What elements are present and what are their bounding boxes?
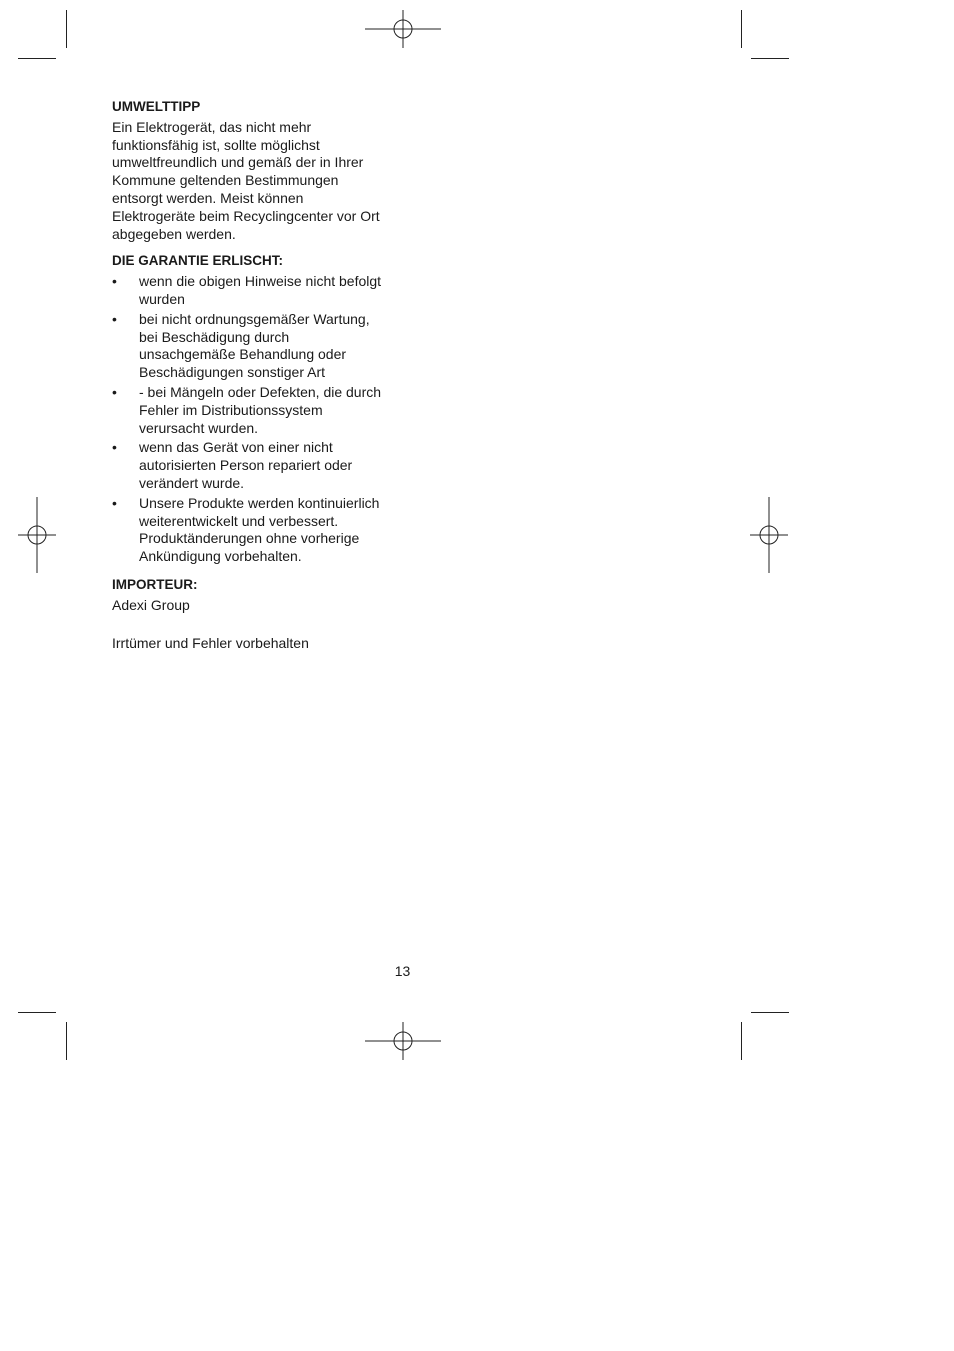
list-item-line: autorisierten Person repariert oder	[139, 457, 353, 474]
umwelttipp-paragraph	[112, 119, 397, 244]
list-item-line: Produktänderungen ohne vorherige	[139, 530, 360, 547]
umwelttipp-line: Elektrogeräte beim Recyclingcenter vor Ort	[112, 207, 380, 224]
list-item	[112, 439, 397, 492]
umwelttipp-line: Ein Elektrogerät, das nicht mehr	[112, 118, 312, 135]
importeur-heading: IMPORTEUR:	[112, 576, 198, 592]
umwelttipp-line: funktionsfähig ist, sollte möglichst	[112, 136, 320, 153]
bullet-icon: •	[112, 273, 117, 290]
list-item-line: Beschädigungen sonstiger Art	[139, 364, 326, 381]
registration-mark-right	[750, 497, 788, 573]
list-item-line: verändert wurde.	[139, 474, 245, 491]
spacer	[112, 615, 397, 632]
garantie-list	[112, 273, 397, 566]
bullet-icon: •	[112, 310, 117, 327]
registration-mark-top	[365, 10, 441, 48]
umwelttipp-line: abgegeben werden.	[112, 225, 236, 242]
registration-mark-bottom	[365, 1022, 441, 1060]
list-item-line: Fehler im Distributionssystem	[139, 401, 323, 418]
list-item	[112, 273, 397, 309]
umwelttipp-line: umweltfreundlich und gemäß der in Ihrer	[112, 154, 364, 171]
disclaimer: Irrtümer und Fehler vorbehalten	[112, 634, 309, 651]
umwelttipp-line: entsorgt werden. Meist können	[112, 189, 304, 206]
list-item	[112, 384, 397, 437]
list-item	[112, 495, 397, 566]
list-item-line: wenn die obigen Hinweise nicht befolgt	[139, 273, 382, 290]
list-item-line: Ankündigung vorbehalten.	[139, 548, 302, 565]
umwelttipp-heading: UMWELTTIPP	[112, 99, 201, 114]
list-item-line: verursacht wurden.	[139, 419, 259, 436]
list-item-line: - bei Mängeln oder Defekten, die durch	[139, 383, 382, 400]
list-item-line: unsachgemäße Behandlung oder	[139, 346, 347, 363]
list-item-line: weiterentwickelt und verbessert.	[139, 512, 339, 529]
registration-mark-left	[18, 497, 56, 573]
list-item-line: bei Beschädigung durch	[139, 328, 290, 345]
list-item	[112, 311, 397, 382]
bullet-icon: •	[112, 494, 117, 511]
list-item-line: wenn das Gerät von einer nicht	[139, 439, 333, 456]
garantie-heading: DIE GARANTIE ERLISCHT:	[112, 253, 284, 269]
importeur-name: Adexi Group	[112, 596, 190, 613]
bullet-icon: •	[112, 439, 117, 456]
list-item-line: bei nicht ordnungsgemäßer Wartung,	[139, 310, 370, 327]
page-content	[112, 98, 397, 652]
list-item-line: wurden	[139, 290, 185, 307]
list-item-line: Unsere Produkte werden kontinuierlich	[139, 494, 380, 511]
bullet-icon: •	[112, 383, 117, 400]
page-number: 13	[394, 963, 411, 979]
umwelttipp-line: Kommune geltenden Bestimmungen	[112, 172, 339, 189]
